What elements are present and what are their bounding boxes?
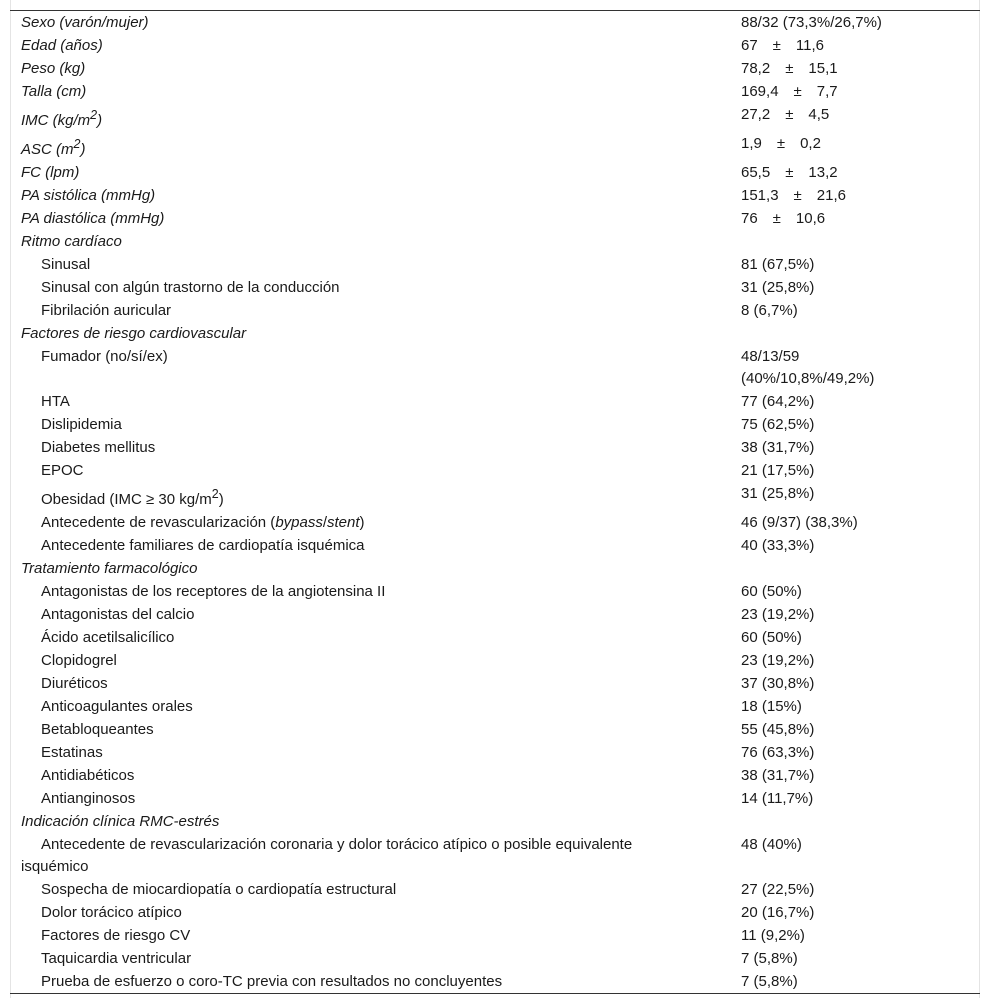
- table-row: [10, 482, 980, 511]
- table-row: [10, 230, 980, 253]
- table-row: [10, 695, 980, 718]
- row-label: Factores de riesgo CV: [41, 927, 191, 944]
- row-value: [741, 810, 980, 811]
- row-value: 23 (19,2%): [741, 652, 815, 669]
- row-label: Obesidad (IMC ≥ 30 $kg/m^2$): [41, 487, 224, 508]
- table-row: [10, 436, 980, 459]
- table-row: [10, 103, 980, 132]
- table-row: [10, 299, 980, 322]
- row-value: 81 (67,5%): [741, 256, 815, 273]
- table-row: [10, 80, 980, 103]
- row-value: 55 (45,8%): [741, 721, 815, 738]
- table-row: [10, 718, 980, 741]
- row-label: Betabloqueantes: [41, 721, 154, 738]
- row-value: 65,5 ± 13,2: [741, 164, 838, 181]
- row-label: Antagonistas de los receptores de la angiotensina II: [41, 583, 386, 600]
- table-row: [10, 322, 980, 345]
- row-label: Dislipidemia: [41, 416, 122, 433]
- row-value: 48 (40%): [741, 836, 802, 853]
- table-row: [10, 810, 980, 833]
- table-row: [10, 672, 980, 695]
- row-value: 169,4 ± 7,7: [741, 83, 838, 100]
- table-row: [10, 161, 980, 184]
- row-label: HTA: [41, 393, 70, 410]
- row-label: PA diastólica (mmHg): [21, 210, 165, 227]
- row-label: Edad (años): [21, 37, 103, 54]
- row-value: 60 (50%): [741, 583, 802, 600]
- table-row: [10, 649, 980, 672]
- table-row: [10, 603, 980, 626]
- row-value: 27 (22,5%): [741, 881, 815, 898]
- row-value: 8 (6,7%): [741, 302, 798, 319]
- row-label: Talla (cm): [21, 83, 87, 100]
- table-row: [10, 924, 980, 947]
- table-row: [10, 764, 980, 787]
- table-row: [10, 57, 980, 80]
- row-value: [741, 557, 980, 558]
- row-label: ASC $(m^2)$: [21, 137, 86, 158]
- row-label: Anticoagulantes orales: [41, 698, 193, 715]
- row-value: 76 (63,3%): [741, 744, 815, 761]
- row-value: 1,9 ± 0,2: [741, 135, 821, 152]
- row-label: Sexo (varón/mujer): [21, 14, 149, 31]
- row-label: IMC $(kg/m^2)$: [21, 108, 103, 129]
- row-value: 78,2 ± 15,1: [741, 60, 838, 77]
- row-label: Fumador (no/sí/ex): [41, 348, 168, 365]
- row-value: 151,3 ± 21,6: [741, 187, 846, 204]
- row-label: Antagonistas del calcio: [41, 606, 195, 623]
- row-label: Antecedente de revascularización coronaria y dolor torácico atípico o posible equivalente isquémico: [21, 836, 633, 875]
- table-row: [10, 390, 980, 413]
- table-row: [10, 413, 980, 436]
- table-row: [10, 557, 980, 580]
- row-value: 77 (64,2%): [741, 393, 815, 410]
- row-label: Clopidogrel: [41, 652, 117, 669]
- row-label: Estatinas: [41, 744, 103, 761]
- row-value: 18 (15%): [741, 698, 802, 715]
- row-label: Prueba de esfuerzo o coro-TC previa con resultados no concluyentes: [41, 973, 503, 990]
- table-row: [10, 184, 980, 207]
- row-value: 38 (31,7%): [741, 767, 815, 784]
- row-value: 7 (5,8%): [741, 950, 798, 967]
- table-row: [10, 253, 980, 276]
- table-row: [10, 787, 980, 810]
- row-value: 27,2 ± 4,5: [741, 106, 830, 123]
- row-label: Fibrilación auricular: [41, 302, 172, 319]
- row-value: 60 (50%): [741, 629, 802, 646]
- row-label: Factores de riesgo cardiovascular: [21, 325, 247, 342]
- row-label: FC (lpm): [21, 164, 80, 181]
- row-label: Sinusal con algún trastorno de la conducción: [41, 279, 340, 296]
- row-label: Tratamiento farmacológico: [21, 560, 198, 577]
- row-value: 31 (25,8%): [741, 485, 815, 502]
- row-value: 67 ± 11,6: [741, 37, 824, 54]
- row-value: 76 ± 10,6: [741, 210, 826, 227]
- row-label: Sinusal: [41, 256, 91, 273]
- row-label: Diabetes mellitus: [41, 439, 156, 456]
- table-row: [10, 132, 980, 161]
- row-value: 48/13/59 (40%/10,8%/49,2%): [741, 348, 875, 387]
- table-row: [10, 459, 980, 482]
- row-value: 40 (33,3%): [741, 537, 815, 554]
- row-value: 21 (17,5%): [741, 462, 815, 479]
- table-row: [10, 11, 980, 34]
- table-row: [10, 534, 980, 557]
- row-label: Taquicardia ventricular: [41, 950, 192, 967]
- table-row: [10, 511, 980, 534]
- table-row: [10, 207, 980, 230]
- row-value: 20 (16,7%): [741, 904, 815, 921]
- patient-characteristics-table: [10, 10, 980, 994]
- table-row: [10, 34, 980, 57]
- row-label: Ácido acetilsalicílico: [41, 629, 175, 646]
- table-row: [10, 878, 980, 901]
- row-value: 88/32 (73,3%/26,7%): [741, 14, 882, 31]
- table-row: [10, 901, 980, 924]
- row-label: Antidiabéticos: [41, 767, 135, 784]
- row-value: 7 (5,8%): [741, 973, 798, 990]
- row-value: 23 (19,2%): [741, 606, 815, 623]
- row-value: 37 (30,8%): [741, 675, 815, 692]
- table-row: [10, 345, 980, 390]
- row-value: [741, 322, 980, 323]
- row-label: Antecedente de revascularización (bypass/stent): [41, 514, 365, 531]
- row-value: 11 (9,2%): [741, 927, 805, 944]
- row-label: Sospecha de miocardiopatía o cardiopatía estructural: [41, 881, 397, 898]
- table-row: [10, 580, 980, 603]
- row-label: Diuréticos: [41, 675, 108, 692]
- row-value: 31 (25,8%): [741, 279, 815, 296]
- row-label: Antianginosos: [41, 790, 136, 807]
- row-value: 46 (9/37) (38,3%): [741, 514, 858, 531]
- table-row: [10, 833, 980, 878]
- row-label: Ritmo cardíaco: [21, 233, 122, 250]
- row-value: [741, 230, 980, 231]
- row-value: 14 (11,7%): [741, 790, 814, 807]
- row-label: EPOC: [41, 462, 84, 479]
- table-row: [10, 947, 980, 970]
- row-value: 75 (62,5%): [741, 416, 815, 433]
- row-label: Dolor torácico atípico: [41, 904, 182, 921]
- row-label: Peso (kg): [21, 60, 86, 77]
- row-label: Antecedente familiares de cardiopatía isquémica: [41, 537, 365, 554]
- table-row: [10, 741, 980, 764]
- table-row: [10, 626, 980, 649]
- table-row: [10, 276, 980, 299]
- row-value: 38 (31,7%): [741, 439, 815, 456]
- table-row: [10, 970, 980, 993]
- row-label: Indicación clínica RMC-estrés: [21, 813, 220, 830]
- row-label: PA sistólica (mmHg): [21, 187, 156, 204]
